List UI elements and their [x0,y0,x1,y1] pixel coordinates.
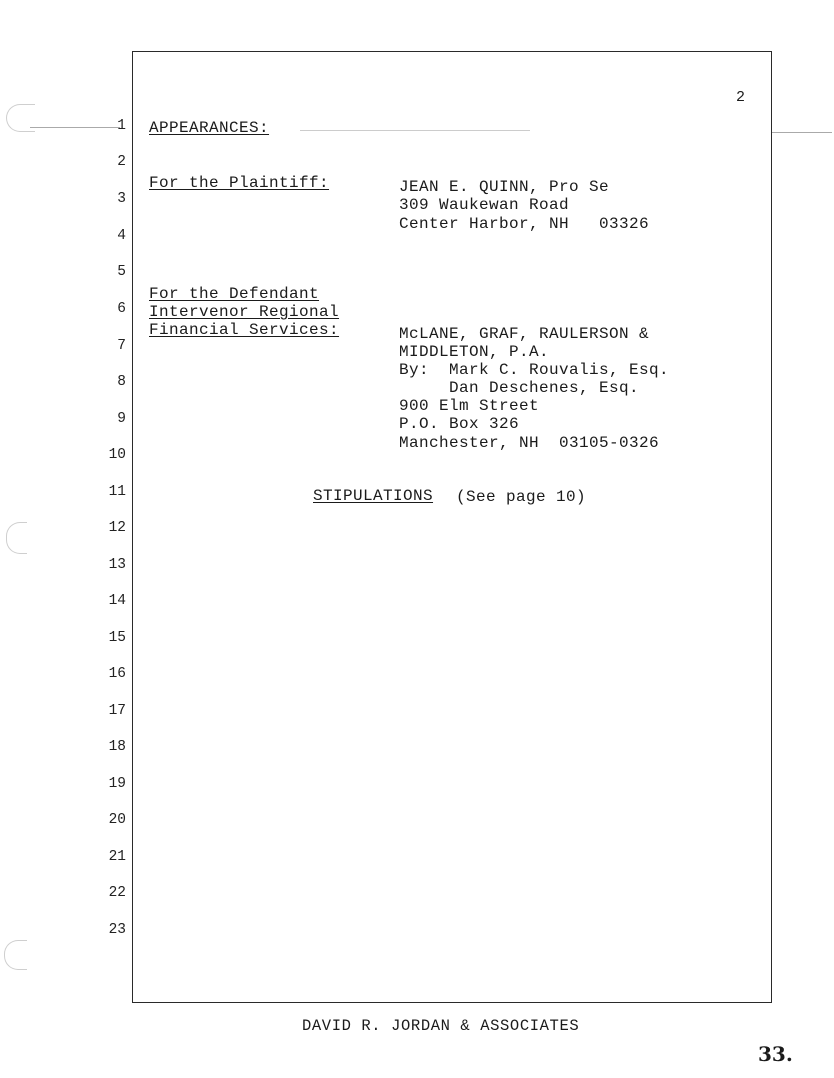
counsel-line: Manchester, NH 03105-0326 [399,434,660,452]
appearances-heading: APPEARANCES: [149,119,270,137]
plaintiff-label: For the Plaintiff: [149,174,330,192]
line-number: 5 [117,264,126,280]
line-number: 21 [108,849,126,865]
line-number: 11 [108,484,126,500]
line-number: 1 [117,118,126,134]
line-number: 20 [108,812,126,828]
counsel-line: By: Mark C. Rouvalis, Esq. [399,361,670,379]
scan-artifact-curve [4,940,27,970]
line-number: 6 [117,301,126,317]
line-number: 7 [117,338,126,354]
footer-firm-name: DAVID R. JORDAN & ASSOCIATES [302,1017,580,1035]
line-number: 2 [117,154,126,170]
line-number: 16 [108,666,126,682]
line-number: 10 [108,447,126,463]
scan-artifact-line [772,132,832,133]
counsel-line: P.O. Box 326 [399,415,520,433]
stipulations-label: STIPULATIONS [313,487,434,505]
plaintiff-line: Center Harbor, NH 03326 [399,215,650,233]
counsel-line: McLANE, GRAF, RAULERSON & [399,325,650,343]
line-number: 3 [117,191,126,207]
line-number: 18 [108,739,126,755]
line-number: 9 [117,411,126,427]
scan-artifact-curve [6,104,35,132]
line-number: 8 [117,374,126,390]
page-number: 2 [736,89,746,106]
plaintiff-line: JEAN E. QUINN, Pro Se [399,178,610,196]
handwritten-page-mark: 33. [758,1042,793,1066]
line-number: 22 [108,885,126,901]
line-number: 4 [117,228,126,244]
line-number: 12 [108,520,126,536]
line-number: 23 [108,922,126,938]
counsel-line: 900 Elm Street [399,397,540,415]
scan-artifact-curve [6,522,27,554]
line-number: 17 [108,703,126,719]
line-number: 13 [108,557,126,573]
line-number: 15 [108,630,126,646]
defendant-label-line: Financial Services: [149,321,340,339]
counsel-line: MIDDLETON, P.A. [399,343,550,361]
defendant-label-line: Intervenor Regional [149,303,340,321]
counsel-line: Dan Deschenes, Esq. [399,379,640,397]
plaintiff-line: 309 Waukewan Road [399,196,570,214]
defendant-label-line: For the Defendant [149,285,320,303]
line-number: 14 [108,593,126,609]
stipulations-note: (See page 10) [456,488,587,506]
line-number: 19 [108,776,126,792]
